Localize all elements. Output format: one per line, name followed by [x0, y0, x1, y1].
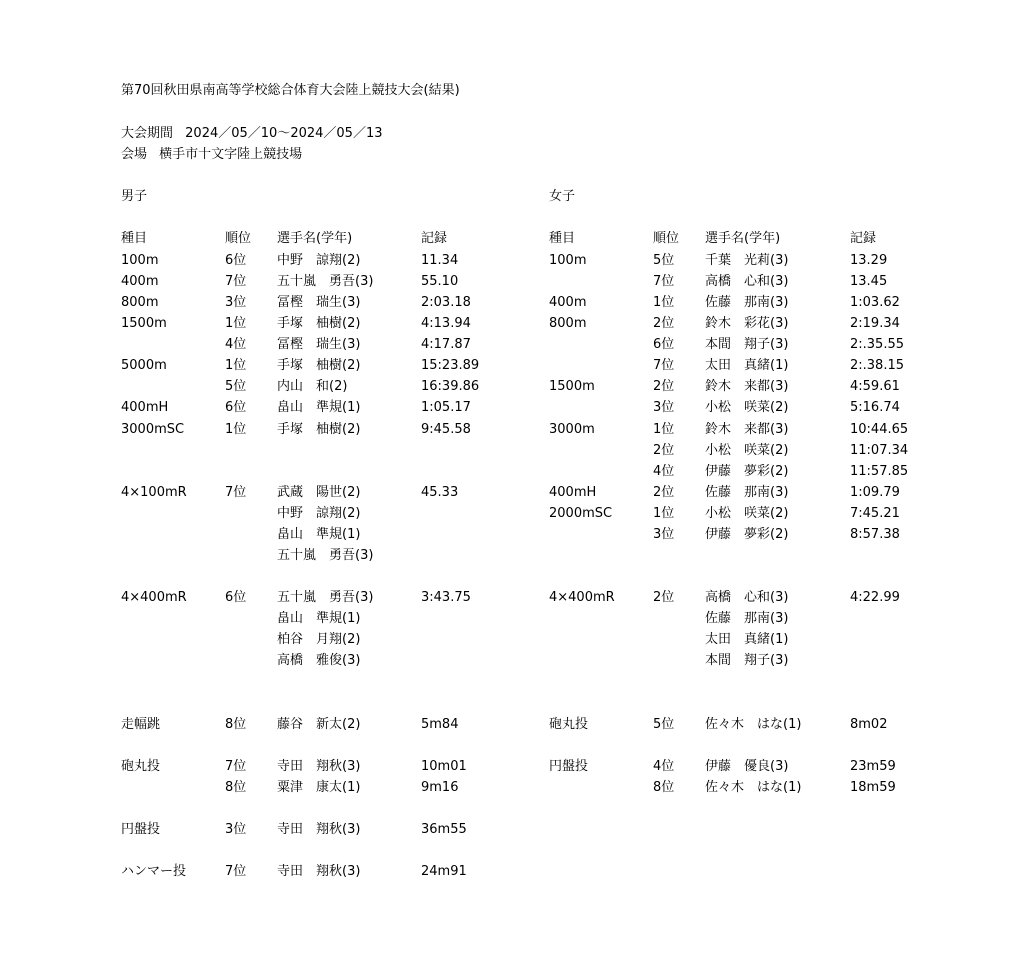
women-rank-cell: 1位 — [653, 505, 675, 521]
men-athlete-cell: 手塚 柚樹(2) — [277, 316, 361, 332]
women-header-event: 種目 — [549, 231, 576, 246]
women-record-cell: 11:07.34 — [850, 442, 909, 458]
women-header-rank: 順位 — [653, 231, 680, 246]
men-event-cell: 100m — [121, 253, 159, 268]
men-athlete-cell: 中野 諒翔(2) — [277, 505, 361, 521]
women-athlete-cell: 伊藤 夢彩(2) — [705, 526, 789, 542]
men-record-cell: 1:05.17 — [421, 400, 471, 416]
men-event-cell: 1500m — [121, 316, 167, 332]
women-record-cell: 13.45 — [850, 274, 888, 290]
men-rank-cell: 1位 — [225, 358, 247, 374]
men-header-rank: 順位 — [225, 231, 252, 246]
document-title: 第70回秋田県南高等学校総合体育大会陸上競技大会(結果) — [121, 83, 460, 98]
women-athlete-cell: 鈴木 来都(3) — [705, 421, 789, 437]
venue-value: 横手市十文字陸上競技場 — [159, 147, 303, 162]
women-athlete-cell: 本間 翔子(3) — [705, 653, 789, 669]
men-athlete-cell: 寺田 翔秋(3) — [277, 864, 361, 880]
men-athlete-cell: 畠山 準規(1) — [277, 611, 361, 627]
women-rank-cell: 2位 — [653, 590, 675, 606]
men-header-record: 記録 — [421, 231, 448, 246]
venue-label: 会場 — [121, 147, 148, 162]
women-athlete-cell: 佐藤 那南(3) — [705, 484, 789, 500]
women-athlete-cell: 千葉 光莉(3) — [705, 253, 789, 268]
women-rank-cell: 2位 — [653, 484, 675, 500]
men-event-cell: 走幅跳 — [121, 716, 161, 732]
men-rank-cell: 6位 — [225, 400, 247, 416]
women-rank-cell: 2位 — [653, 442, 675, 458]
women-rank-cell: 6位 — [653, 337, 675, 353]
women-athlete-cell: 佐藤 那南(3) — [705, 611, 789, 627]
period-label: 大会期間 — [121, 126, 174, 141]
women-rank-cell: 7位 — [653, 274, 675, 290]
women-event-cell: 円盤投 — [549, 758, 589, 774]
men-athlete-cell: 中野 諒翔(2) — [277, 253, 361, 268]
women-athlete-cell: 伊藤 夢彩(2) — [705, 463, 789, 479]
women-athlete-cell: 太田 真緒(1) — [705, 358, 789, 374]
men-rank-cell: 4位 — [225, 337, 247, 353]
women-event-cell: 砲丸投 — [549, 716, 589, 732]
women-section-label: 女子 — [549, 189, 576, 204]
men-event-cell: 4×400mR — [121, 590, 187, 606]
men-athlete-cell: 畠山 準規(1) — [277, 400, 361, 416]
meet-period — [121, 126, 383, 142]
women-event-cell: 400mH — [549, 484, 597, 500]
men-rank-cell: 6位 — [225, 253, 247, 268]
women-rank-cell: 5位 — [653, 253, 675, 268]
women-rank-cell: 2位 — [653, 379, 675, 395]
men-athlete-cell: 内山 和(2) — [277, 379, 348, 395]
men-record-cell: 45.33 — [421, 484, 459, 500]
men-rank-cell: 3位 — [225, 295, 247, 311]
men-athlete-cell: 粟津 康太(1) — [277, 779, 361, 795]
men-athlete-cell: 五十嵐 勇吾(3) — [277, 274, 374, 290]
men-athlete-cell: 五十嵐 勇吾(3) — [277, 590, 374, 606]
women-record-cell: 11:57.85 — [850, 463, 909, 479]
women-event-cell: 800m — [549, 316, 587, 332]
women-athlete-cell: 佐々木 はな(1) — [705, 716, 802, 732]
women-athlete-cell: 太田 真緒(1) — [705, 632, 789, 648]
men-section-label: 男子 — [121, 189, 148, 204]
women-event-cell: 400m — [549, 295, 587, 311]
women-event-cell: 4×400mR — [549, 590, 615, 606]
men-record-cell: 3:43.75 — [421, 590, 471, 606]
women-header-record: 記録 — [850, 231, 877, 246]
men-rank-cell: 7位 — [225, 274, 247, 290]
women-rank-cell: 2位 — [653, 316, 675, 332]
women-record-cell: 18m59 — [850, 779, 896, 795]
men-event-cell: 砲丸投 — [121, 758, 161, 774]
women-rank-cell: 1位 — [653, 295, 675, 311]
women-rank-cell: 7位 — [653, 358, 675, 374]
women-record-cell: 2:.35.55 — [850, 337, 904, 353]
men-record-cell: 9m16 — [421, 779, 459, 795]
men-athlete-cell: 柏谷 月翔(2) — [277, 632, 361, 648]
men-rank-cell: 7位 — [225, 758, 247, 774]
men-record-cell: 16:39.86 — [421, 379, 480, 395]
women-athlete-cell: 高橋 心和(3) — [705, 590, 789, 606]
men-event-cell: 円盤投 — [121, 821, 161, 837]
men-athlete-cell: 手塚 柚樹(2) — [277, 358, 361, 374]
men-rank-cell: 5位 — [225, 379, 247, 395]
men-athlete-cell: 冨樫 瑞生(3) — [277, 337, 361, 353]
period-value: 2024／05／10〜2024／05／13 — [185, 126, 383, 141]
women-rank-cell: 3位 — [653, 526, 675, 542]
men-record-cell: 2:03.18 — [421, 295, 471, 311]
women-rank-cell: 3位 — [653, 400, 675, 416]
women-event-cell: 2000mSC — [549, 505, 613, 521]
men-record-cell: 10m01 — [421, 758, 467, 774]
men-record-cell: 55.10 — [421, 274, 459, 290]
women-record-cell: 2:19.34 — [850, 316, 900, 332]
men-athlete-cell: 五十嵐 勇吾(3) — [277, 547, 374, 563]
men-header-athlete: 選手名(学年) — [277, 231, 353, 246]
men-athlete-cell: 冨樫 瑞生(3) — [277, 295, 361, 311]
men-rank-cell: 1位 — [225, 316, 247, 332]
men-rank-cell: 8位 — [225, 779, 247, 795]
women-athlete-cell: 小松 咲菜(2) — [705, 505, 789, 521]
men-athlete-cell: 高橋 雅俊(3) — [277, 653, 361, 669]
men-event-cell: ハンマー投 — [121, 864, 187, 880]
men-record-cell: 5m84 — [421, 716, 459, 732]
women-header-athlete: 選手名(学年) — [705, 231, 781, 246]
women-rank-cell: 1位 — [653, 421, 675, 437]
women-record-cell: 4:59.61 — [850, 379, 900, 395]
men-event-cell: 800m — [121, 295, 159, 311]
women-event-cell: 1500m — [549, 379, 595, 395]
women-record-cell: 7:45.21 — [850, 505, 900, 521]
men-header-event: 種目 — [121, 231, 148, 246]
men-record-cell: 15:23.89 — [421, 358, 480, 374]
women-record-cell: 8:57.38 — [850, 526, 900, 542]
men-record-cell: 36m55 — [421, 821, 467, 837]
men-rank-cell: 7位 — [225, 484, 247, 500]
men-record-cell: 9:45.58 — [421, 421, 471, 437]
women-event-cell: 100m — [549, 253, 587, 268]
men-rank-cell: 6位 — [225, 590, 247, 606]
women-record-cell: 4:22.99 — [850, 590, 900, 606]
women-rank-cell: 8位 — [653, 779, 675, 795]
women-record-cell: 5:16.74 — [850, 400, 900, 416]
women-record-cell: 8m02 — [850, 716, 888, 732]
women-athlete-cell: 鈴木 来都(3) — [705, 379, 789, 395]
men-athlete-cell: 手塚 柚樹(2) — [277, 421, 361, 437]
men-athlete-cell: 寺田 翔秋(3) — [277, 821, 361, 837]
men-athlete-cell: 武蔵 陽世(2) — [277, 484, 361, 500]
men-event-cell: 4×100mR — [121, 484, 187, 500]
men-record-cell: 24m91 — [421, 864, 467, 880]
women-event-cell: 3000m — [549, 421, 595, 437]
men-athlete-cell: 藤谷 新太(2) — [277, 716, 361, 732]
women-athlete-cell: 佐々木 はな(1) — [705, 779, 802, 795]
women-record-cell: 10:44.65 — [850, 421, 909, 437]
women-athlete-cell: 佐藤 那南(3) — [705, 295, 789, 311]
women-rank-cell: 4位 — [653, 463, 675, 479]
men-athlete-cell: 畠山 準規(1) — [277, 526, 361, 542]
men-event-cell: 3000mSC — [121, 421, 185, 437]
women-athlete-cell: 高橋 心和(3) — [705, 274, 789, 290]
women-record-cell: 1:03.62 — [850, 295, 900, 311]
women-athlete-cell: 小松 咲菜(2) — [705, 400, 789, 416]
women-athlete-cell: 小松 咲菜(2) — [705, 442, 789, 458]
men-rank-cell: 8位 — [225, 716, 247, 732]
meet-venue — [121, 147, 302, 163]
women-record-cell: 1:09.79 — [850, 484, 900, 500]
women-rank-cell: 5位 — [653, 716, 675, 732]
men-record-cell: 4:17.87 — [421, 337, 471, 353]
men-event-cell: 400m — [121, 274, 159, 290]
women-athlete-cell: 本間 翔子(3) — [705, 337, 789, 353]
men-athlete-cell: 寺田 翔秋(3) — [277, 758, 361, 774]
women-athlete-cell: 伊藤 優良(3) — [705, 758, 789, 774]
men-record-cell: 11.34 — [421, 253, 459, 268]
women-record-cell: 23m59 — [850, 758, 896, 774]
men-rank-cell: 1位 — [225, 421, 247, 437]
women-rank-cell: 4位 — [653, 758, 675, 774]
men-rank-cell: 7位 — [225, 864, 247, 880]
women-athlete-cell: 鈴木 彩花(3) — [705, 316, 789, 332]
men-event-cell: 400mH — [121, 400, 169, 416]
women-record-cell: 13.29 — [850, 253, 888, 268]
women-record-cell: 2:.38.15 — [850, 358, 904, 374]
men-rank-cell: 3位 — [225, 821, 247, 837]
men-event-cell: 5000m — [121, 358, 167, 374]
men-record-cell: 4:13.94 — [421, 316, 471, 332]
